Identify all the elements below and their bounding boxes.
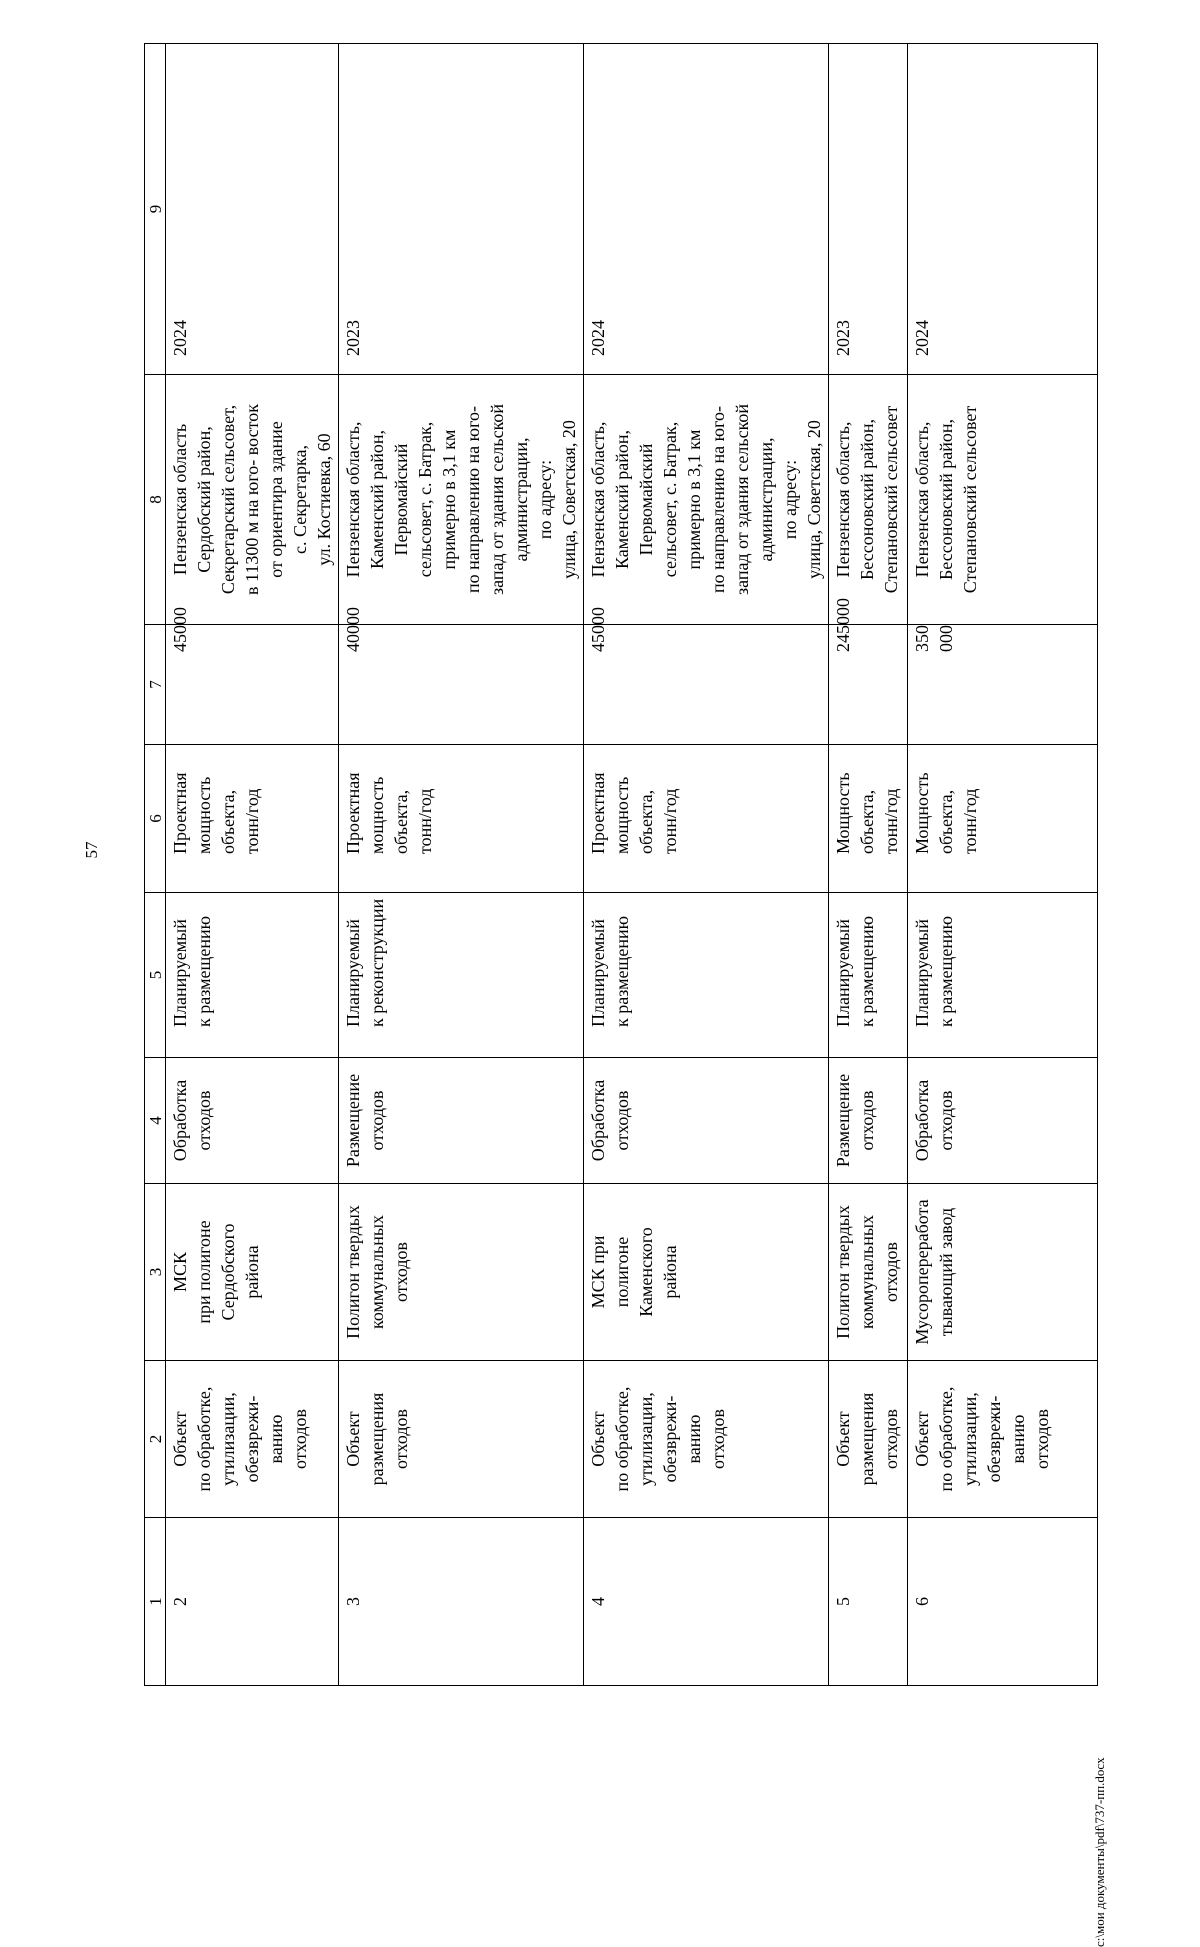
- object-type: Объект размещения отходов: [829, 1361, 908, 1518]
- header-cell-3: 3: [145, 1184, 166, 1361]
- year: 2024: [584, 44, 829, 375]
- row-number: 5: [829, 1518, 908, 1686]
- header-cell-6: 6: [145, 745, 166, 893]
- characteristic: Проектная мощность объекта, тонн/год: [166, 745, 339, 893]
- status: Планируемый к размещению: [584, 893, 829, 1058]
- row-number: 2: [166, 1518, 339, 1686]
- purpose: Обработка отходов: [166, 1058, 339, 1184]
- capacity: 45000: [166, 625, 339, 745]
- object-name: Полигон твердых коммунальных отходов: [339, 1184, 584, 1361]
- location: Пензенская область, Бессоновский район, Степановский сельсовет: [829, 375, 908, 625]
- table-row: [166, 44, 339, 1686]
- year: 2023: [829, 44, 908, 375]
- header-cell-5: 5: [145, 893, 166, 1058]
- purpose: Обработка отходов: [584, 1058, 829, 1184]
- row-number: 4: [584, 1518, 829, 1686]
- capacity: 45000: [584, 625, 829, 745]
- header-cell-1: 1: [145, 1518, 166, 1686]
- status: Планируемый к размещению: [908, 893, 1098, 1058]
- header-cell-9: 9: [145, 44, 166, 375]
- characteristic: Мощность объекта, тонн/год: [829, 745, 908, 893]
- waste-facilities-table: [144, 43, 1098, 1686]
- table-row: [584, 44, 829, 1686]
- footer-file-path: c:\мои документы\pdf\737-пп.docx: [1092, 1757, 1107, 1947]
- page-number: 57: [82, 841, 101, 859]
- capacity: 245000: [829, 625, 908, 745]
- object-type: Объект по обработке, утилизации, обезврежи- ванию отходов: [584, 1361, 829, 1518]
- object-name: МСК при полигоне Сердобского района: [166, 1184, 339, 1361]
- characteristic: Проектная мощность объекта, тонн/год: [339, 745, 584, 893]
- location: Пензенская область Сердобский район, Секретарский сельсовет, в 11300 м на юго- восток от ориентира здание с. Секретарка, ул. Костиевка, 60: [166, 375, 339, 625]
- header-cell-4: 4: [145, 1058, 166, 1184]
- characteristic: Проектная мощность объекта, тонн/год: [584, 745, 829, 893]
- header-cell-2: 2: [145, 1361, 166, 1518]
- location: Пензенская область, Каменский район, Первомайский сельсовет, с. Батрак, примерно в 3,1 км по направлению на юго- запад от здания сельской администрации, по адресу: улица, Советская, 20: [339, 375, 584, 625]
- year: 2024: [908, 44, 1098, 375]
- header-cell-8: 8: [145, 375, 166, 625]
- purpose: Размещение отходов: [829, 1058, 908, 1184]
- header-cell-7: 7: [145, 625, 166, 745]
- object-type: Объект по обработке, утилизации, обезврежи- ванию отходов: [908, 1361, 1098, 1518]
- object-type: Объект размещения отходов: [339, 1361, 584, 1518]
- year: 2024: [166, 44, 339, 375]
- characteristic: Мощность объекта, тонн/год: [908, 745, 1098, 893]
- capacity: 350 000: [908, 625, 1098, 745]
- table-row: [908, 44, 1098, 1686]
- rotated-table-container: [144, 44, 1093, 1686]
- status: Планируемый к размещению: [166, 893, 339, 1058]
- status: Планируемый к размещению: [829, 893, 908, 1058]
- object-name: Полигон твердых коммунальных отходов: [829, 1184, 908, 1361]
- object-name: Мусоропереработа тывающий завод: [908, 1184, 1098, 1361]
- year: 2023: [339, 44, 584, 375]
- location: Пензенская область, Бессоновский район, Степановский сельсовет: [908, 375, 1098, 625]
- table-row: [339, 44, 584, 1686]
- location: Пензенская область, Каменский район, Первомайский сельсовет, с. Батрак, примерно в 3,1 км по направлению на юго- запад от здания сельской администрации, по адресу: улица, Советская, 20: [584, 375, 829, 625]
- object-type: Объект по обработке, утилизации, обезврежи- ванию отходов: [166, 1361, 339, 1518]
- row-number: 3: [339, 1518, 584, 1686]
- purpose: Обработка отходов: [908, 1058, 1098, 1184]
- row-number: 6: [908, 1518, 1098, 1686]
- capacity: 40000: [339, 625, 584, 745]
- object-name: МСК при полигоне Каменского района: [584, 1184, 829, 1361]
- purpose: Размещение отходов: [339, 1058, 584, 1184]
- table-row: [829, 44, 908, 1686]
- status: Планируемый к реконструкции: [339, 893, 584, 1058]
- header-row: [145, 44, 166, 1686]
